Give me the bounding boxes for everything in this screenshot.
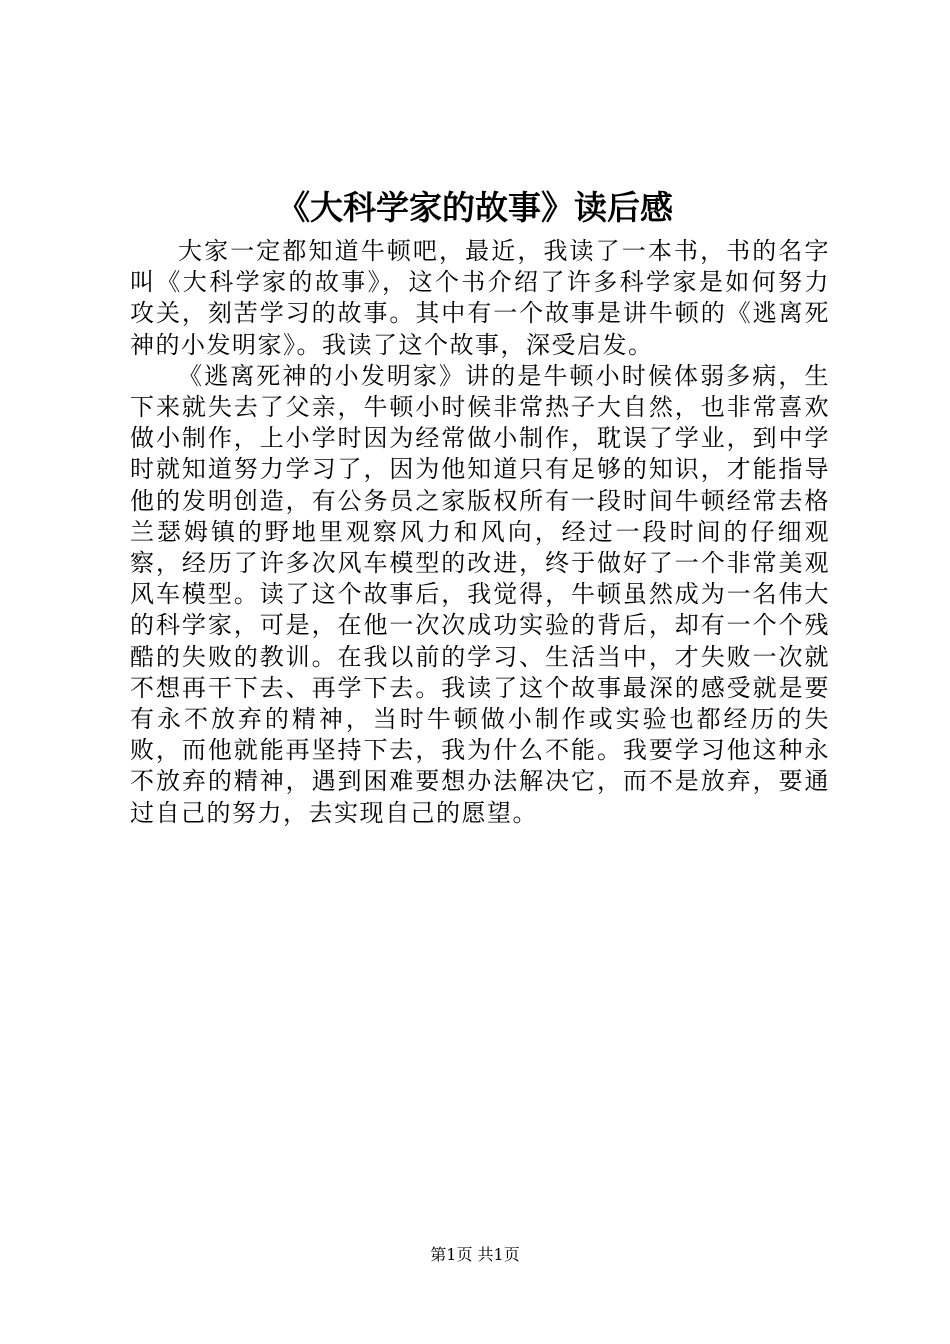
page-footer: 第1页 共1页 bbox=[430, 1245, 520, 1264]
document-body bbox=[130, 236, 830, 829]
paragraph-2: 《逃离死神的小发明家》讲的是牛顿小时候体弱多病，生下来就失去了父亲，牛顿小时候非常热子大自然，也非常喜欢做小制作，上小学时因为经常做小制作，耽误了学业，到中学时就知道努力学习了，因为他知道只有足够的知识，才能指导他的发明创造，有公务员之家版权所有一段时间牛顿经常去格兰瑟姆镇的野地里观察风力和风向，经过一段时间的仔细观察，经历了许多次风车模型的改进，终于做好了一个非常美观风车模型。读了这个故事后，我觉得，牛顿虽然成为一名伟大的科学家，可是，在他一次次成功实验的背后，却有一个个残酷的失败的教训。在我以前的学习、生活当中，才失败一次就不想再干下去、再学下去。我读了这个故事最深的感受就是要有永不放弃的精神，当时牛顿做小制作或实验也都经历的失败，而他就能再坚持下去，我为什么不能。我要学习他这种永不放弃的精神，遇到困难要想办法解决它，而不是放弃，要通过自己的努力，去实现自己的愿望。 bbox=[130, 361, 830, 827]
document-title: 《大科学家的故事》读后感 bbox=[277, 188, 673, 227]
paragraph-1: 大家一定都知道牛顿吧，最近，我读了一本书，书的名字叫《大科学家的故事》，这个书介绍了许多科学家是如何努力攻关，刻苦学习的故事。其中有一个故事是讲牛顿的《逃离死神的小发明家》。我读了这个故事，深受启发。 bbox=[130, 237, 830, 359]
